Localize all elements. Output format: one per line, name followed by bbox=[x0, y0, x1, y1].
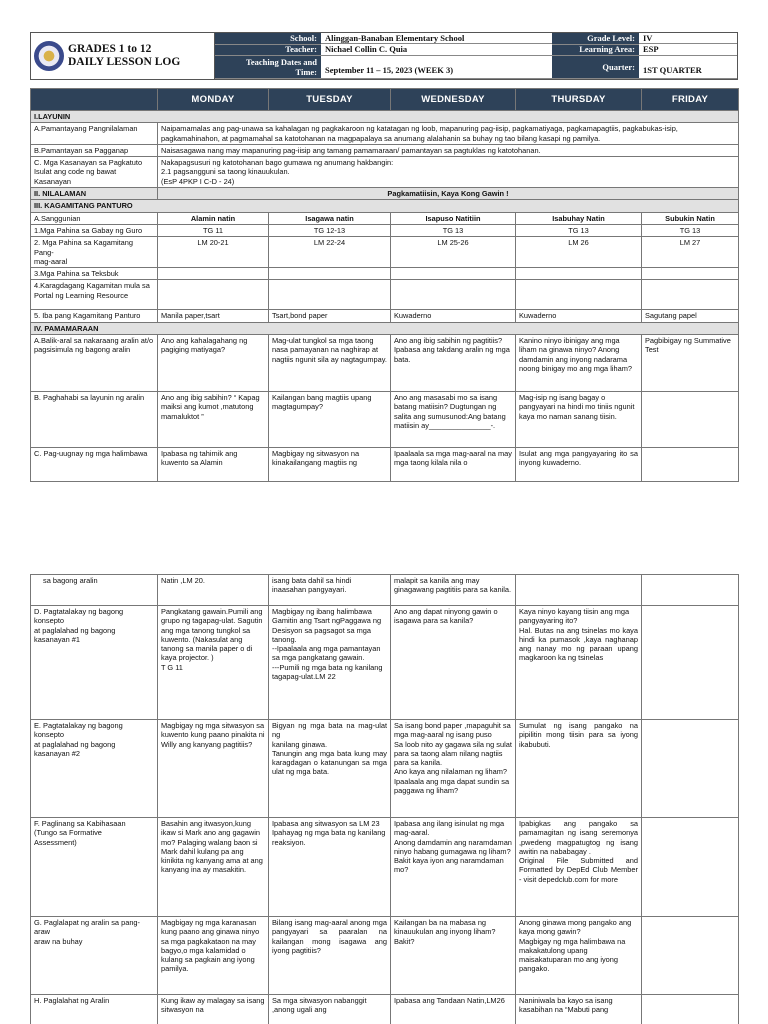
teacher-value: Nichael Collin C. Quia bbox=[321, 44, 552, 55]
cell: malapit sa kanila ang may ginagawang pagtitiis para sa kanila. bbox=[391, 575, 516, 606]
table-row bbox=[31, 720, 739, 818]
row-label: sa bagong aralin bbox=[31, 575, 158, 606]
table-row bbox=[31, 310, 739, 322]
nilalaman-text: Pagkamatiisin, Kaya Kong Gawin ! bbox=[158, 188, 739, 200]
cell bbox=[516, 268, 642, 280]
lesson-table-page1 bbox=[30, 88, 739, 482]
cell: Natin ,LM 20. bbox=[158, 575, 269, 606]
table-row bbox=[31, 157, 739, 188]
cell: Ano ang ibig sabihin ng pagtitiis? Ipabasa ang takdang aralin ng mga bata. bbox=[391, 335, 516, 392]
header-logo-block bbox=[31, 33, 215, 79]
school-label: School: bbox=[215, 33, 321, 45]
cell bbox=[391, 280, 516, 310]
cell: Alamin natin bbox=[158, 212, 269, 224]
dates-value: September 11 – 15, 2023 (WEEK 3) bbox=[321, 56, 552, 79]
cell: LM 26 bbox=[516, 237, 642, 268]
day-header-blank bbox=[31, 89, 158, 111]
cell bbox=[642, 818, 739, 917]
cell: TG 12-13 bbox=[269, 224, 391, 236]
table-row bbox=[31, 392, 739, 448]
day-tuesday: TUESDAY bbox=[269, 89, 391, 111]
table-row bbox=[31, 123, 739, 145]
cell bbox=[516, 575, 642, 606]
cell: Magbigay ng sitwasyon na kinakailangang magtiis ng bbox=[269, 448, 391, 482]
table-row bbox=[31, 237, 739, 268]
cell: Bigyan ng mga bata na mag-ulat ng kanilang ginawa. Tanungin ang mga bata kung may karagdagan o katanungan sa mga ulat ng mga bata. bbox=[269, 720, 391, 818]
cell: Kuwaderno bbox=[391, 310, 516, 322]
table-row bbox=[31, 818, 739, 917]
section-nilalaman: II. NILALAMAN bbox=[31, 188, 158, 200]
table-row bbox=[31, 448, 739, 482]
table-row bbox=[31, 144, 739, 156]
cell: Mag-ulat tungkol sa mga taong nasa pamayanan na naghirap at nagtiis ngunit sila ay nagtagumpay. bbox=[269, 335, 391, 392]
section-row bbox=[31, 322, 739, 334]
cell: Magbigay ng ibang halimbawa Gamitin ang Tsart ngPaggawa ng Desisyon sa pagsagot sa mga tanong. --Ipaalaala ang mga pamantayan sa mga pangkatang gawain. ---Pumili ng mga bata ng kanilang tagapag-ulat.LM 22 bbox=[269, 606, 391, 720]
row-label: A.Pamantayang Pangnilalaman bbox=[31, 123, 158, 145]
day-header-row bbox=[31, 89, 739, 111]
row-label: B. Paghahabi sa layunin ng aralin bbox=[31, 392, 158, 448]
cell: Isagawa natin bbox=[269, 212, 391, 224]
section-pamamaraan: IV. PAMAMARAAN bbox=[31, 322, 739, 334]
cell bbox=[642, 575, 739, 606]
cell: TG 13 bbox=[391, 224, 516, 236]
cell bbox=[642, 448, 739, 482]
lesson-table-page2 bbox=[30, 574, 739, 1024]
cell bbox=[269, 268, 391, 280]
dates-label: Teaching Dates and Time: bbox=[215, 56, 321, 79]
table-row bbox=[31, 995, 739, 1024]
day-thursday: THURSDAY bbox=[516, 89, 642, 111]
quarter-label: Quarter: bbox=[552, 56, 639, 79]
cell bbox=[158, 280, 269, 310]
cell: Magbigay ng mga karanasan kung paano ang ginawa ninyo sa mga pagkakataon na may bagyo,o mga kalamidad o kulang sa pagkain ang iyong pamilya. bbox=[158, 917, 269, 995]
cell: LM 20-21 bbox=[158, 237, 269, 268]
section-row bbox=[31, 111, 739, 123]
cell bbox=[642, 280, 739, 310]
row-label: D. Pagtatalakay ng bagong konsepto at paglalahad ng bagong kasanayan #1 bbox=[31, 606, 158, 720]
cell: Sumulat ng isang pangako na pipilitin mong tiisin para sa iyong ikabubuti. bbox=[516, 720, 642, 818]
row-label: 1.Mga Pahina sa Gabay ng Guro bbox=[31, 224, 158, 236]
cell: Kaya ninyo kayang tiisin ang mga pangyayaring ito? Hal. Butas na ang tsinelas mo kaya hindi ka pumasok ,kaya naghanap ang nanay mo ng paraan upang magkaroon ka ng tsinelas bbox=[516, 606, 642, 720]
cell bbox=[642, 917, 739, 995]
table-row bbox=[31, 917, 739, 995]
table-row bbox=[31, 268, 739, 280]
cell: Ipabasa ang ilang isinulat ng mga mag-aaral. Anong damdamin ang naramdaman ninyo habang gumagawa ng liham? Bakit kaya iyon ang naramdaman mo? bbox=[391, 818, 516, 917]
row-label: 4.Karagdagang Kagamitan mula sa Portal ng Learning Resource bbox=[31, 280, 158, 310]
cell: Ano ang dapat ninyong gawin o isagawa para sa kanila? bbox=[391, 606, 516, 720]
row-label: G. Paglalapat ng aralin sa pang-araw araw na buhay bbox=[31, 917, 158, 995]
cell: Manila paper,tsart bbox=[158, 310, 269, 322]
cell bbox=[642, 268, 739, 280]
cell bbox=[642, 995, 739, 1024]
log-title-line1: GRADES 1 to 12 bbox=[68, 43, 152, 55]
cell: Ano ang kahalagahang ng pagiging matiyaga? bbox=[158, 335, 269, 392]
cell: Kanino ninyo ibinigay ang mga liham na ginawa ninyo? Anong damdamin ang inyong nadarama noong binigay mo ang mga liham? bbox=[516, 335, 642, 392]
cell: Kailangan ba na mabasa ng kinauukulan ang inyong liham? Bakit? bbox=[391, 917, 516, 995]
area-value: ESP bbox=[639, 44, 737, 55]
log-title-line2: DAILY LESSON LOG bbox=[68, 56, 181, 68]
section-kagamitan: III. KAGAMITANG PANTURO bbox=[31, 200, 739, 212]
area-label: Learning Area: bbox=[552, 45, 639, 57]
cell: Anong ginawa mong pangako ang kaya mong gawin? Magbigay ng mga halimbawa na makakatulong upang maisakatuparan mo ang iyong pangako. bbox=[516, 917, 642, 995]
cell: Ano ang ibig sabihin? “ Kapag maiksi ang kumot ,matutong mamaluktot ” bbox=[158, 392, 269, 448]
row-label: A.Sanggunian bbox=[31, 212, 158, 224]
cell: Ipaalaala sa mga mag-aaral na may mga taong kilala nila o bbox=[391, 448, 516, 482]
cell: Ipabasa ang sitwasyon sa LM 23 Ipahayag ng mga bata ng kanilang reaksiyon. bbox=[269, 818, 391, 917]
cell: Kuwaderno bbox=[516, 310, 642, 322]
cell: Ipabasa ang Tandaan Natin,LM26 bbox=[391, 995, 516, 1024]
row-label: 2. Mga Pahina sa Kagamitang Pang- mag-aaral bbox=[31, 237, 158, 268]
cell: Isulat ang mga pangyayaring ito sa inyong kuwaderno. bbox=[516, 448, 642, 482]
cell: TG 13 bbox=[642, 224, 739, 236]
table-row bbox=[31, 224, 739, 236]
cell: TG 11 bbox=[158, 224, 269, 236]
row-label: F. Paglinang sa Kabihasaan (Tungo sa Formative Assessment) bbox=[31, 818, 158, 917]
row-label: C. Mga Kasanayan sa Pagkatuto Isulat ang code ng bawat Kasanayan bbox=[31, 157, 158, 188]
log-title bbox=[68, 43, 180, 69]
cell bbox=[391, 268, 516, 280]
cell: Magbigay ng mga sitwasyon sa kuwento kung paano pinakita ni Willy ang kanyang pagtitiis? bbox=[158, 720, 269, 818]
row-label: 5. Iba pang Kagamitang Panturo bbox=[31, 310, 158, 322]
grade-value: IV bbox=[639, 33, 737, 44]
section-row bbox=[31, 188, 739, 200]
cell bbox=[269, 280, 391, 310]
table-row bbox=[31, 212, 739, 224]
day-monday: MONDAY bbox=[158, 89, 269, 111]
quarter-value: 1ST QUARTER bbox=[639, 56, 737, 79]
cell: Basahin ang itwasyon,kung ikaw si Mark ano ang gagawin mo? Palaging walang baon si Mark dahil kulang pa ang kinikita ng kanyang ama at ang kanyang ina ay masakitin. bbox=[158, 818, 269, 917]
row-label: C. Pag-uugnay ng mga halimbawa bbox=[31, 448, 158, 482]
cell: Subukin Natin bbox=[642, 212, 739, 224]
row-label: 3.Mga Pahina sa Teksbuk bbox=[31, 268, 158, 280]
cell: Naniniwala ba kayo sa isang kasabihan na “Mabuti pang bbox=[516, 995, 642, 1024]
cell: Kung ikaw ay malagay sa isang sitwasyon na bbox=[158, 995, 269, 1024]
cell bbox=[516, 280, 642, 310]
row-label: A.Balik-aral sa nakaraang aralin at/o pagsisimula ng bagong aralin bbox=[31, 335, 158, 392]
section-row bbox=[31, 200, 739, 212]
row-label: H. Paglalahat ng Aralin bbox=[31, 995, 158, 1024]
cell: Sa isang bond paper ,mapaguhit sa mga mag-aaral ng isang puso Sa loob nito ay gagawa sila ng sulat para sa taong alam nilang nagtiis para sa kanila. Ano kaya ang nilalaman ng liham?Ipaalaala ang mga dapat sundin sa paggawa ng liham? bbox=[391, 720, 516, 818]
row-label: E. Pagtatalakay ng bagong konsepto at paglalahad ng bagong kasanayan #2 bbox=[31, 720, 158, 818]
cell: Mag-isip ng isang bagay o pangyayari na hindi mo tiniis ngunit kaya mo naman sanang tiisin. bbox=[516, 392, 642, 448]
cell: Bilang isang mag-aaral anong mga pangyayari sa paaralan na kailangan mong isagawa ang iyong pagtitiis? bbox=[269, 917, 391, 995]
cell: Sagutang papel bbox=[642, 310, 739, 322]
section-layunin: I.LAYUNIN bbox=[31, 111, 739, 123]
table-row bbox=[31, 335, 739, 392]
cell: Tsart,bond paper bbox=[269, 310, 391, 322]
cell bbox=[642, 606, 739, 720]
table-row bbox=[31, 575, 739, 606]
lesson-log-header bbox=[30, 32, 738, 80]
cell: isang bata dahil sa hindi inaasahan pangyayari. bbox=[269, 575, 391, 606]
cell: Pangkatang gawain.Pumili ang grupo ng tagapag-ulat. Sagutin ang mga tanong tungkol sa kuwento. (Nakasulat ang tanong sa manila paper o di kaya projector. ) T G 11 bbox=[158, 606, 269, 720]
cell: Ipabasa ng tahimik ang kuwento sa Alamin bbox=[158, 448, 269, 482]
cell: Kailangan bang magtiis upang magtagumpay? bbox=[269, 392, 391, 448]
cell: LM 25-26 bbox=[391, 237, 516, 268]
cell: Sa mga sitwasyon nabanggit ,anong ugali ang bbox=[269, 995, 391, 1024]
cell: Ano ang masasabi mo sa isang batang matiisin? Dugtungan ng salita ang sumusunod:Ang batang matiisin ay_______________-. bbox=[391, 392, 516, 448]
cell bbox=[642, 392, 739, 448]
day-wednesday: WEDNESDAY bbox=[391, 89, 516, 111]
school-value: Alinggan-Banaban Elementary School bbox=[321, 33, 552, 44]
row-text: Nakapagsusuri ng katotohanan bago gumawa ng anumang hakbangin: 2.1 pagsangguni sa taong kinauukulan. (EsP 4PKP I C-D - 24) bbox=[158, 157, 739, 188]
cell: TG 13 bbox=[516, 224, 642, 236]
cell bbox=[158, 268, 269, 280]
cell: Isapuso Natitiin bbox=[391, 212, 516, 224]
table-row bbox=[31, 606, 739, 720]
table-row bbox=[31, 280, 739, 310]
cell: LM 27 bbox=[642, 237, 739, 268]
cell: LM 22-24 bbox=[269, 237, 391, 268]
grade-label: Grade Level: bbox=[552, 33, 639, 45]
day-friday: FRIDAY bbox=[642, 89, 739, 111]
cell bbox=[642, 720, 739, 818]
row-label: B.Pamantayan sa Pagganap bbox=[31, 144, 158, 156]
row-text: Naipamamalas ang pag-unawa sa kahalagan ng pagkakaroon ng katatagan ng loob, mapanuring pag-iisip, pagkamatiyaga, pagkamapagtiis, pagkabukas-isip, pagkamahinahon, at pagmamahal sa katotohanan na magpapalaya sa anumang alalahanin sa buhay ng tao bilang kasapi ng pamilya. bbox=[158, 123, 739, 145]
row-text: Naisasagawa nang may mapanuring pag-iisip ang tamang pamamaraan/ pamantayan sa pagtuklas ng katotohanan. bbox=[158, 144, 739, 156]
teacher-label: Teacher: bbox=[215, 45, 321, 57]
deped-seal-icon bbox=[34, 41, 64, 71]
cell: Isabuhay Natin bbox=[516, 212, 642, 224]
cell: Pagbibigay ng Summative Test bbox=[642, 335, 739, 392]
cell: Ipabigkas ang pangako sa pamamagitan ng isang seremonya ,pwedeng magpatugtog ng isang awitin na nababagay . Original File Submitted and Formatted by DepEd Club Member - visit depedclub.com for more bbox=[516, 818, 642, 917]
